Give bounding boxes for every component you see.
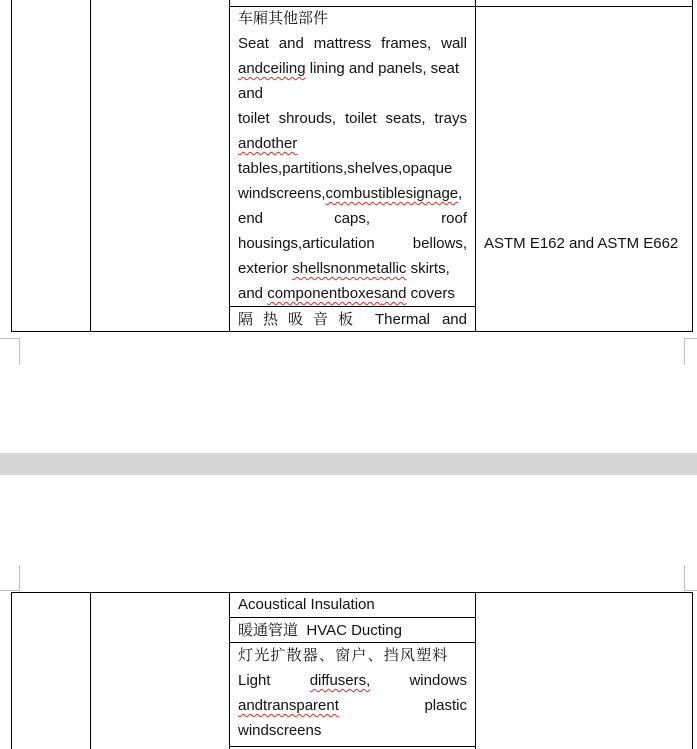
word: wall bbox=[441, 35, 467, 52]
misspelled-word: shellsnonmetallic bbox=[292, 260, 407, 277]
text-span: and bbox=[238, 285, 268, 302]
word: mattress bbox=[313, 35, 372, 52]
text-span: windscreens, bbox=[238, 185, 326, 202]
text-span: lining and panels, seat bbox=[305, 60, 460, 77]
cell-text-line bbox=[238, 281, 455, 306]
misspelled-word: andother bbox=[238, 135, 298, 152]
word: plastic bbox=[424, 697, 467, 714]
text-span: covers bbox=[406, 285, 455, 302]
cell-text-line: Acoustical Insulation bbox=[238, 596, 375, 613]
crop-mark bbox=[19, 565, 20, 591]
cell-text-line: tables,partitions,shelves,opaque bbox=[238, 160, 453, 177]
word: windows bbox=[409, 672, 467, 689]
word: frames, bbox=[381, 35, 432, 52]
cell-text-line bbox=[238, 618, 402, 643]
cell-text-line: windscreens bbox=[238, 722, 322, 739]
cell-text-line bbox=[238, 56, 459, 81]
cell-text-line bbox=[238, 31, 467, 56]
misspelled-word: componentboxes bbox=[267, 285, 382, 302]
table-column-divider bbox=[229, 0, 230, 331]
cell-text-line: 灯光扩散器、窗户、挡风塑料 bbox=[238, 647, 449, 664]
crop-mark bbox=[0, 338, 20, 339]
crop-mark bbox=[684, 338, 697, 339]
standard-cell: ASTM E162 and ASTM E662 bbox=[484, 235, 679, 252]
cell-text-line bbox=[238, 206, 467, 231]
document-page-2 bbox=[0, 475, 697, 749]
word: trays bbox=[434, 110, 467, 127]
table-border-left bbox=[11, 0, 12, 331]
word: toilet bbox=[238, 110, 270, 127]
cell-text-line bbox=[238, 231, 467, 256]
table-column-divider bbox=[90, 0, 91, 331]
cell-title-cn: 车厢其他部件 bbox=[238, 10, 329, 27]
text-span: HVAC Ducting bbox=[306, 622, 402, 639]
text-span: , bbox=[458, 185, 463, 202]
table-column-divider bbox=[229, 592, 230, 749]
cell-text-line bbox=[238, 181, 462, 206]
crop-mark bbox=[684, 565, 685, 591]
cell-text-line bbox=[238, 256, 450, 281]
misspelled-word: andtransparent bbox=[238, 697, 339, 714]
misspelled-word: and bbox=[381, 285, 407, 302]
word: and bbox=[441, 311, 467, 328]
cell-text-line: and bbox=[238, 85, 264, 102]
misspelled-word: combustiblesignage bbox=[325, 185, 459, 202]
word: roof bbox=[441, 210, 467, 227]
crop-mark bbox=[19, 338, 20, 365]
crop-mark bbox=[684, 338, 685, 365]
crop-mark bbox=[0, 590, 20, 591]
cell-text-line bbox=[238, 106, 467, 131]
misspelled-word: andceiling bbox=[238, 60, 306, 77]
text-span: skirts, bbox=[406, 260, 450, 277]
word: Thermal bbox=[374, 311, 430, 328]
misspelled-word: diffusers, bbox=[309, 672, 371, 689]
cell-text-line bbox=[238, 693, 467, 718]
word: housings,articulation bbox=[238, 235, 375, 252]
word: caps, bbox=[334, 210, 371, 227]
word: bellows, bbox=[412, 235, 467, 252]
table-border-left bbox=[11, 592, 12, 749]
word: and bbox=[278, 35, 304, 52]
word: Seat bbox=[238, 35, 269, 52]
page-gap bbox=[0, 453, 697, 475]
table-column-divider bbox=[475, 0, 476, 331]
cell-text-line bbox=[238, 131, 297, 156]
table-border-right bbox=[692, 0, 693, 331]
cell-text-line bbox=[238, 307, 467, 332]
cell-text-line bbox=[238, 668, 467, 693]
table-column-divider bbox=[475, 592, 476, 749]
next-row-title-cn: 隔热吸音板 bbox=[238, 311, 364, 328]
text-span: 暖通管道 bbox=[238, 622, 299, 639]
table-row-border bbox=[229, 746, 476, 747]
word: toilet bbox=[344, 110, 377, 127]
word: seats, bbox=[385, 110, 426, 127]
word: Light bbox=[238, 672, 271, 689]
crop-mark bbox=[684, 590, 697, 591]
word: end bbox=[238, 210, 264, 227]
table-border-right bbox=[692, 592, 693, 749]
table-column-divider bbox=[90, 592, 91, 749]
word: shrouds, bbox=[278, 110, 337, 127]
text-span: exterior bbox=[238, 260, 293, 277]
